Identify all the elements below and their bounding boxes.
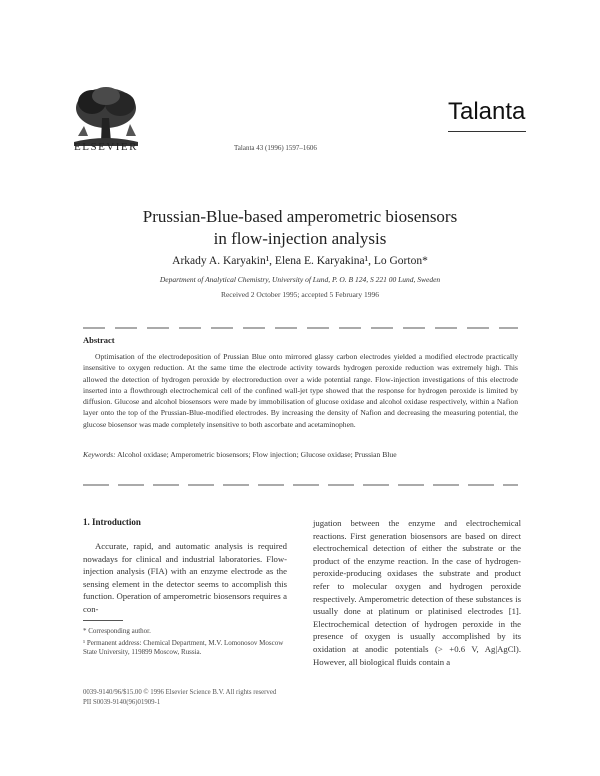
footnote-corresponding-author: * Corresponding author. [83, 627, 151, 635]
footnote-permanent-address: ¹ Permanent address: Chemical Department, M.V. Lomonosov Moscow State University, 119899 Moscow, Russia. [83, 638, 284, 656]
separator-rule-top [83, 316, 518, 317]
keywords [83, 450, 518, 459]
journal-name-rule [448, 131, 526, 132]
keywords-list: Alcohol oxidase; Amperometric biosensors; Flow injection; Glucose oxidase; Prussian Blue [117, 450, 397, 459]
copyright-footer [83, 688, 503, 707]
publisher-name: ELSEVIER [74, 141, 138, 153]
separator-dashes-top [83, 327, 518, 329]
abstract-text: Optimisation of the electrodeposition of Prussian Blue onto mirrored glassy carbon electrodes yielded a modified electrode practically insensitive to oxygen reduction. At the same time the electrode activity towards hydrogen peroxide reduction was extremely high. This allowed the detection of hydrogen peroxide by electroreduction over a wide potential range. Flow-injection investigations of this electrode inserted into a flowthrough electrochemical cell of the confined wall-jet type showed that the response for hydrogen peroxide is limited by diffusion. Glucose and alcohol biosensors were made by immobilisation of glucose oxidase and alcohol oxidase respectively, within a Nafion layer onto the top of the Prussian-Blue-modified electrodes. By increasing the density of Nafion and decreasing the measuring potential, the glucose biosensor was made completely insensitive to both ascorbate and acetaminophen. [83, 352, 518, 429]
section-heading-introduction: 1. Introduction [83, 517, 141, 527]
journal-citation: Talanta 43 (1996) 1597–1606 [234, 144, 317, 152]
abstract-heading: Abstract [83, 335, 115, 345]
footnote-rule [83, 620, 123, 621]
copyright-line: 0039-9140/96/$15.00 © 1996 Elsevier Science B.V. All rights reserved [83, 689, 277, 696]
author-list: Arkady A. Karyakin¹, Elena E. Karyakina¹, Lo Gorton* [172, 255, 428, 267]
article-title-line-1: Prussian-Blue-based amperometric biosensors [142, 207, 458, 226]
journal-name: Talanta [448, 98, 526, 125]
separator-dashes-bottom [83, 484, 518, 486]
separator-rule-bottom [83, 473, 518, 475]
received-dates: Received 2 October 1995; accepted 5 February 1996 [220, 290, 380, 299]
keywords-label: Keywords: [83, 450, 116, 459]
pii-line: PII S0039-9140(96)01909-1 [83, 698, 161, 706]
footnotes [83, 627, 287, 660]
article-title-line-2: in flow-injection analysis [213, 229, 387, 248]
author-affiliation: Department of Analytical Chemistry, University of Lund, P. O. B 124, S 221 00 Lund, Sweden [159, 275, 441, 284]
body-left-column: Accurate, rapid, and automatic analysis is required nowadays for clinical and industrial laboratories. Flow-injection analysis (FIA) with an enzyme electrode as the sensing element in the detector seems to accomplish this function. Operation of amperometric biosensors requires a con- [83, 541, 287, 614]
article-title [0, 206, 600, 250]
body-right-column: jugation between the enzyme and electrochemical reactions. First generation biosensors are based on direct electrochemical detection of either the substrate or the product of the enzyme reaction. In the case of hydrogen-peroxide-producing oxidases the substrate and product refer to molecular oxygen and hydrogen peroxide respectively. Amperometric detection of these substances is usually done at platinum or platinised electrodes [1]. Electrochemical detection of hydrogen peroxide in the presence of oxygen is usually accomplished by its oxidation at anodic potentials (> +0.6 V, Ag|AgCl). However, all biological fluids contain a [313, 518, 521, 667]
